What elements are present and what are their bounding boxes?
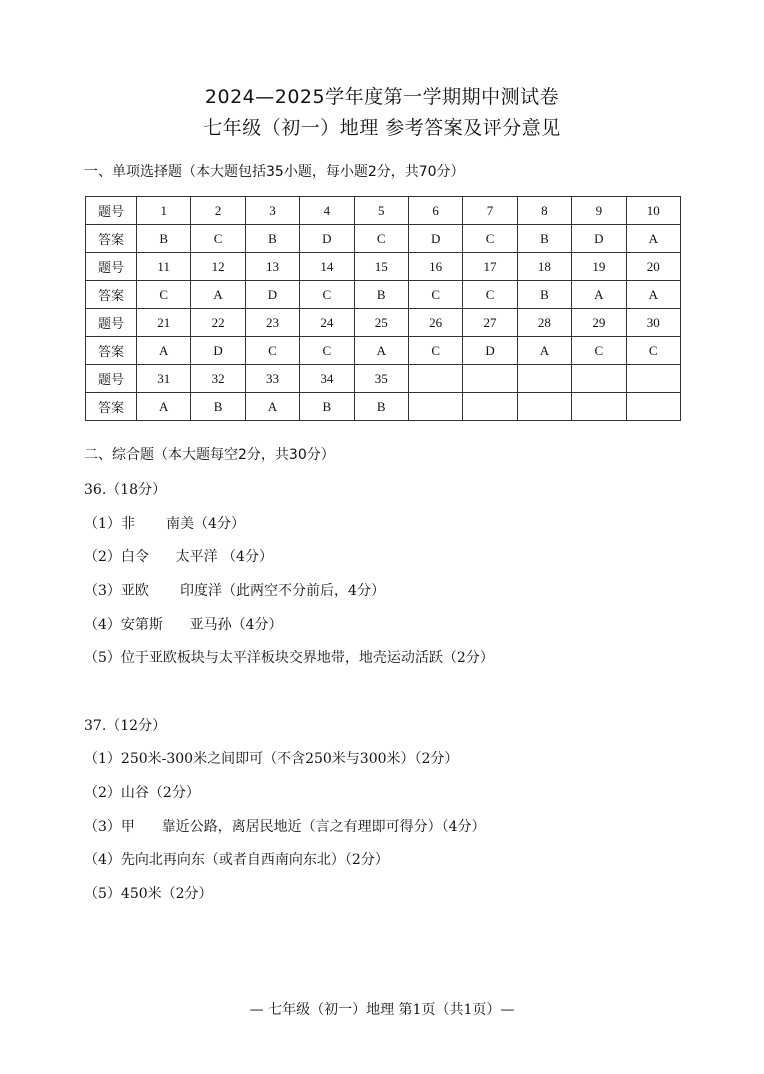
question-number-cell: 22 [191,309,245,337]
q37-item-2: （2）山谷（2分） [84,785,200,801]
question-number-cell: 4 [300,197,354,225]
row-label: 答案 [86,337,137,365]
question-number-cell: 18 [517,253,571,281]
answer-cell: A [245,393,299,421]
question-number-cell [626,365,680,393]
answer-cell [626,393,680,421]
answer-cell: A [517,337,571,365]
question-number-cell: 32 [191,365,245,393]
answer-cell: B [354,281,408,309]
row-label: 题号 [86,365,137,393]
question-number-cell: 5 [354,197,408,225]
question-number-cell: 25 [354,309,408,337]
q36-item-5: （5）位于亚欧板块与太平洋板块交界地带，地壳运动活跃（2分） [84,650,494,666]
question-number-cell: 31 [137,365,191,393]
q37-item-1: （1）250米-300米之间即可（不含250米与300米）（2分） [84,751,459,767]
question-number-cell [517,365,571,393]
answer-cell: A [626,225,680,253]
page-footer: — 七年级（初一）地理 第1页（共1页）— [249,1002,515,1018]
question-number-cell: 19 [572,253,626,281]
question-number-cell: 16 [408,253,462,281]
question-number-cell [408,365,462,393]
answer-cell: D [245,281,299,309]
question-number-cell: 29 [572,309,626,337]
question-number-cell: 8 [517,197,571,225]
question-number-cell: 3 [245,197,299,225]
question-number-cell: 21 [137,309,191,337]
row-label: 答案 [86,281,137,309]
row-label: 题号 [86,309,137,337]
answer-cell: C [572,337,626,365]
question-number-cell: 34 [300,365,354,393]
answer-key-title: 七年级（初一）地理 参考答案及评分意见 [203,117,561,139]
answer-cell: C [408,337,462,365]
answer-cell: D [191,337,245,365]
answer-cell: D [572,225,626,253]
question-number-cell: 11 [137,253,191,281]
answer-table [85,196,681,421]
q37-item-5: （5）450米（2分） [84,886,213,902]
answer-cell: A [137,393,191,421]
question-number-cell: 1 [137,197,191,225]
answer-cell [572,393,626,421]
answer-cell: B [300,393,354,421]
answer-cell: C [408,281,462,309]
row-label: 答案 [86,393,137,421]
answer-row [86,225,681,253]
answer-cell: C [463,281,517,309]
answer-cell: A [137,337,191,365]
answer-cell: C [300,337,354,365]
question-number-cell: 30 [626,309,680,337]
question-number-cell: 13 [245,253,299,281]
answer-cell: B [245,225,299,253]
question-number-cell: 6 [408,197,462,225]
q37-item-3: （3）甲 靠近公路，离居民地近（言之有理即可得分）（4分） [84,819,486,835]
q36-item-4: （4）安第斯 亚马孙（4分） [84,617,283,633]
answer-cell: B [354,393,408,421]
question-number-cell: 28 [517,309,571,337]
answer-cell [408,393,462,421]
answer-cell: A [354,337,408,365]
answer-cell: C [626,337,680,365]
question-number-cell [572,365,626,393]
answer-cell [463,393,517,421]
answer-cell: C [300,281,354,309]
question-number-row [86,309,681,337]
answer-cell: B [517,281,571,309]
question-number-cell [463,365,517,393]
answer-cell: C [245,337,299,365]
section-1-heading: 一、单项选择题（本大题包括35小题，每小题2分，共70分） [84,164,465,180]
answer-row [86,393,681,421]
answer-row [86,281,681,309]
question-number-row [86,365,681,393]
answer-cell: B [137,225,191,253]
q37-item-4: （4）先向北再向东（或者自西南向东北）（2分） [84,852,389,868]
question-number-cell: 14 [300,253,354,281]
q36-item-1: （1）非 南美（4分） [84,516,245,532]
section-2-heading: 二、综合题（本大题每空2分，共30分） [84,447,335,463]
answer-cell: A [626,281,680,309]
q37-header: 37.（12分） [84,718,167,734]
question-number-cell: 17 [463,253,517,281]
question-number-cell: 15 [354,253,408,281]
answer-cell: D [408,225,462,253]
exam-title: 2024—2025学年度第一学期期中测试卷 [204,86,560,108]
answer-cell: A [572,281,626,309]
question-number-cell: 23 [245,309,299,337]
answer-row [86,337,681,365]
question-number-cell: 35 [354,365,408,393]
question-number-row [86,253,681,281]
question-number-cell: 7 [463,197,517,225]
row-label: 题号 [86,197,137,225]
question-number-row [86,197,681,225]
row-label: 答案 [86,225,137,253]
answer-cell: C [463,225,517,253]
question-number-cell: 10 [626,197,680,225]
question-number-cell: 12 [191,253,245,281]
answer-cell: D [300,225,354,253]
question-number-cell: 2 [191,197,245,225]
question-number-cell: 9 [572,197,626,225]
question-number-cell: 33 [245,365,299,393]
q36-header: 36.（18分） [84,482,167,498]
answer-cell: A [191,281,245,309]
answer-cell: B [191,393,245,421]
question-number-cell: 27 [463,309,517,337]
answer-cell: B [517,225,571,253]
row-label: 题号 [86,253,137,281]
q36-item-2: （2）白令 太平洋 （4分） [84,549,273,565]
answer-cell: C [137,281,191,309]
question-number-cell: 20 [626,253,680,281]
answer-cell: C [191,225,245,253]
answer-cell: D [463,337,517,365]
question-number-cell: 24 [300,309,354,337]
q36-item-3: （3）亚欧 印度洋（此两空不分前后，4分） [84,583,385,599]
answer-cell [517,393,571,421]
answer-cell: C [354,225,408,253]
question-number-cell: 26 [408,309,462,337]
